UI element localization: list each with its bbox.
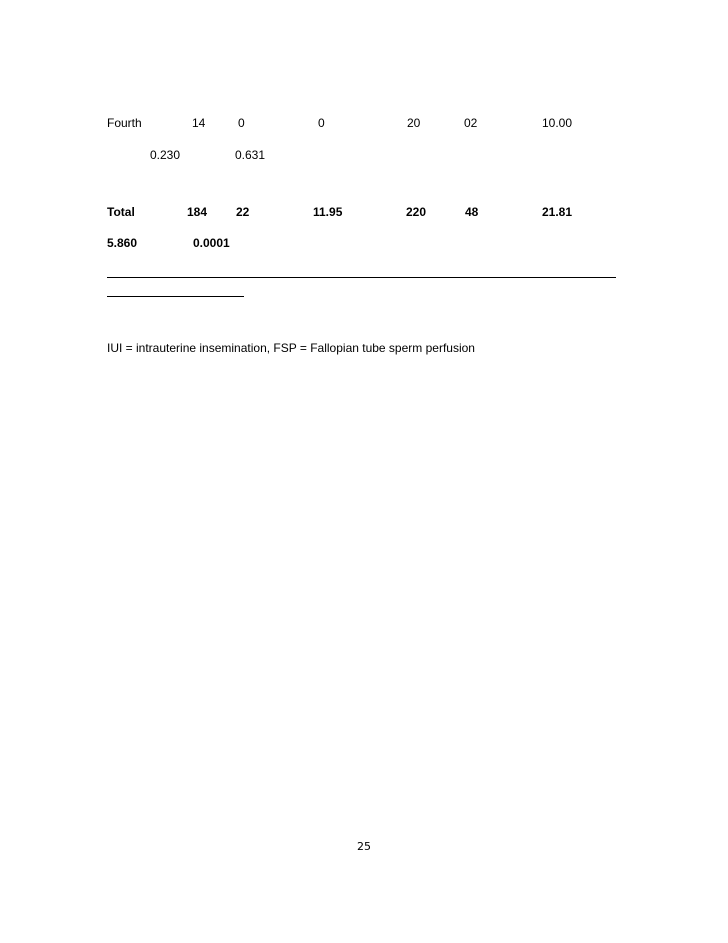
table-cell: 0.230: [150, 148, 181, 162]
table-row-fourth: [0, 114, 728, 132]
table-cell: 220: [406, 205, 427, 219]
table-row-fourth-stats: [0, 146, 728, 164]
table-cell: 0.631: [235, 148, 266, 162]
page-number: 25: [357, 840, 371, 853]
table-row-total: [0, 203, 728, 221]
table-cell: 5.860: [107, 236, 138, 250]
table-cell: 14: [192, 116, 206, 130]
table-row-total-stats: [0, 234, 728, 252]
table-cell: 21.81: [542, 205, 573, 219]
table-bottom-rule-continued: [107, 296, 244, 297]
table-cell: 0.0001: [193, 236, 230, 250]
table-footnote: IUI = intrauterine insemination, FSP = Fallopian tube sperm perfusion: [107, 341, 475, 355]
table-cell: 22: [236, 205, 250, 219]
table-cell: 48: [465, 205, 479, 219]
table-cell: 10.00: [542, 116, 573, 130]
table-cell: 20: [407, 116, 421, 130]
row-label: Fourth: [107, 116, 142, 130]
table-cell: 0: [238, 116, 245, 130]
row-label: Total: [107, 205, 135, 219]
table-cell: 02: [464, 116, 478, 130]
table-cell: 184: [187, 205, 208, 219]
table-cell: 11.95: [313, 205, 343, 219]
table-cell: 0: [318, 116, 325, 130]
table-bottom-rule: [107, 277, 616, 278]
